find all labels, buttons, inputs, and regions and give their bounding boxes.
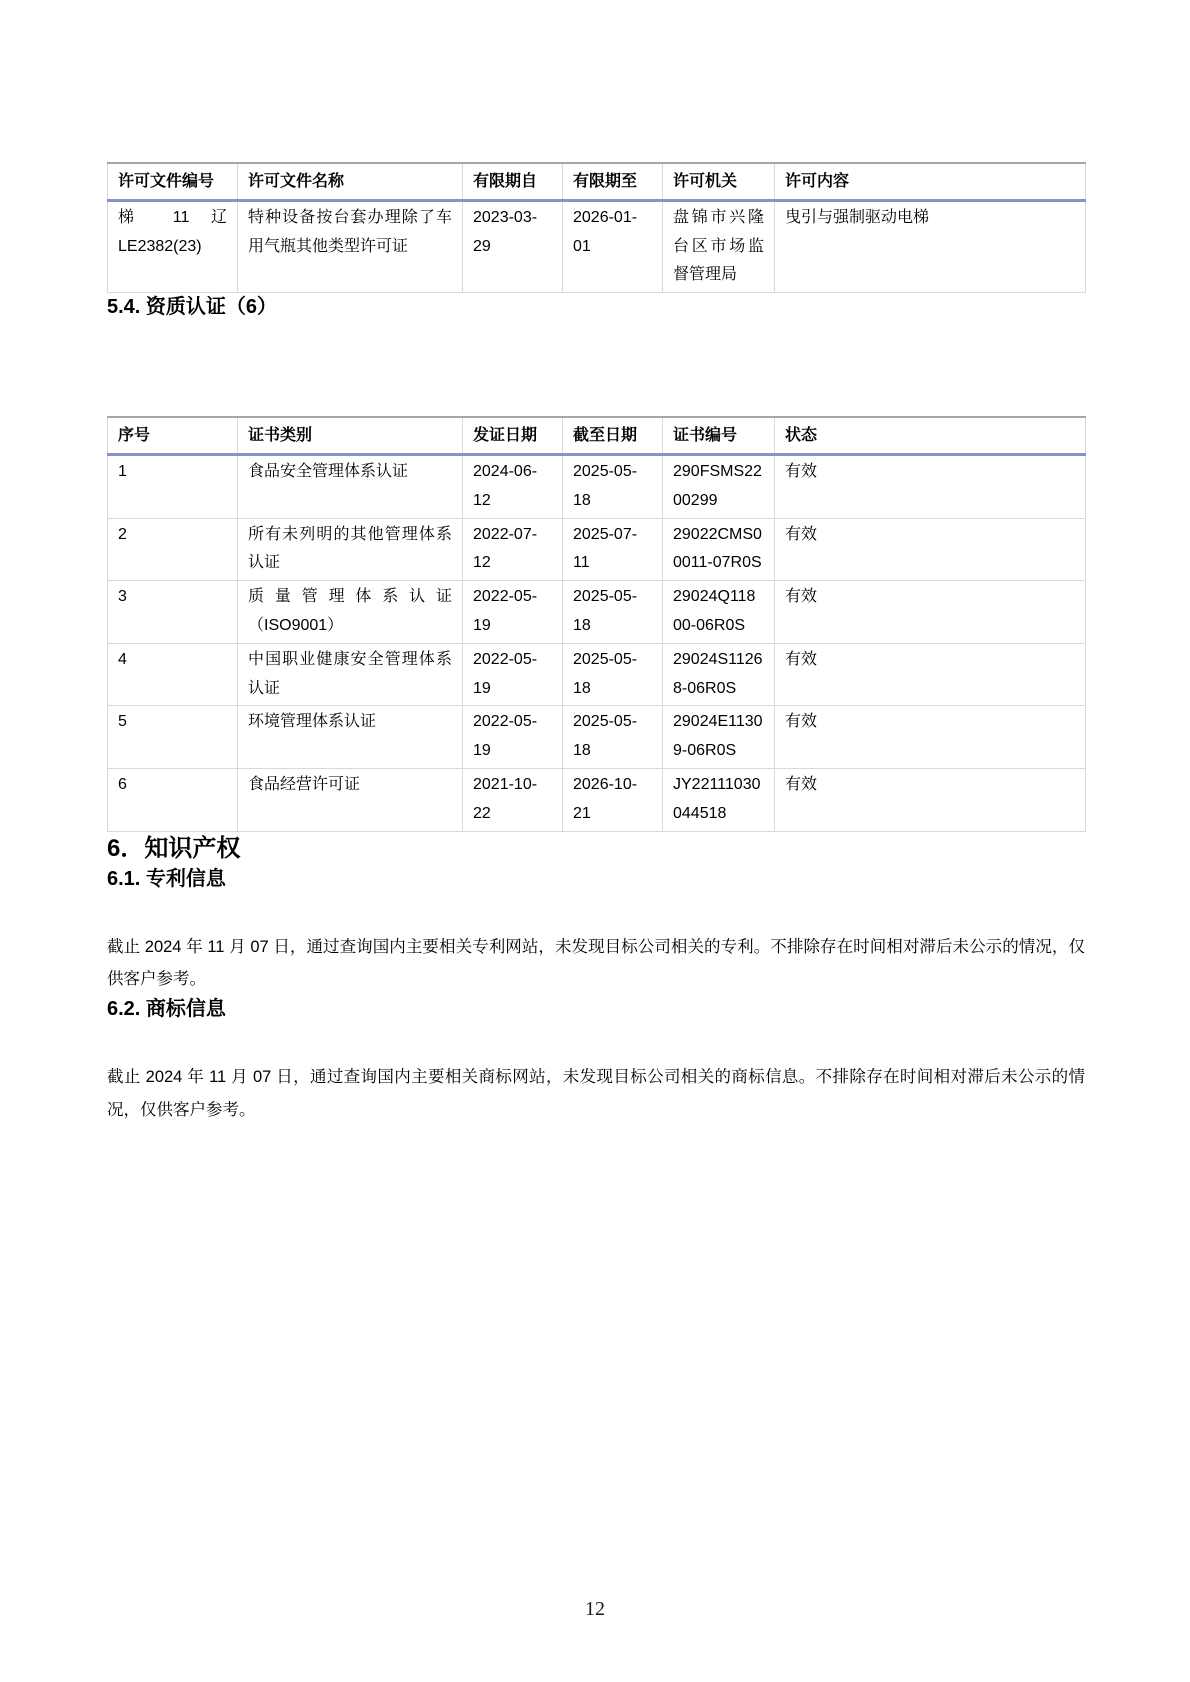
column-header: 有限期至: [563, 163, 663, 200]
table-cell: 2026-10-21: [563, 768, 663, 831]
table-cell: 曳引与强制驱动电梯: [775, 200, 1086, 292]
table-cell: 29024Q11800-06R0S: [663, 581, 775, 644]
table-row: [108, 706, 1086, 769]
table-cell: 3: [108, 581, 238, 644]
column-header: 截至日期: [563, 417, 663, 454]
table-cell: 2: [108, 518, 238, 581]
table-cell: 特种设备按台套办理除了车用气瓶其他类型许可证: [238, 200, 463, 292]
table-cell: 29022CMS00011-07R0S: [663, 518, 775, 581]
section-6-2-heading: 6.2. 商标信息: [107, 998, 226, 1021]
table-cell: 290FSMS2200299: [663, 454, 775, 518]
license-table: [107, 162, 1086, 293]
table-cell: 有效: [775, 643, 1086, 706]
column-header: 序号: [108, 417, 238, 454]
section-6-heading: 6．知识产权: [107, 834, 241, 862]
table-cell: 梯 11 辽 LE2382(23): [108, 200, 238, 292]
table-cell: 食品经营许可证: [238, 768, 463, 831]
table-cell: 2026-01-01: [563, 200, 663, 292]
section-6-1-heading: 6.1. 专利信息: [107, 868, 226, 891]
table-cell: 2025-07-11: [563, 518, 663, 581]
table-cell: 2021-10-22: [463, 768, 563, 831]
table-cell: 中国职业健康安全管理体系认证: [238, 643, 463, 706]
table-cell: 盘锦市兴隆台区市场监督管理局: [663, 200, 775, 292]
table-cell: 有效: [775, 768, 1086, 831]
column-header: 许可机关: [663, 163, 775, 200]
table-cell: 环境管理体系认证: [238, 706, 463, 769]
table-cell: 4: [108, 643, 238, 706]
certification-table-header-row: [108, 417, 1086, 454]
table-cell: 29024E11309-06R0S: [663, 706, 775, 769]
column-header: 证书编号: [663, 417, 775, 454]
table-cell: 2022-05-19: [463, 643, 563, 706]
trademark-info-paragraph: 截止 2024 年 11 月 07 日，通过查询国内主要相关商标网站，未发现目标公司相关的商标信息。不排除存在时间相对滞后未公示的情况，仅供客户参考。: [107, 1068, 1085, 1119]
table-cell: 有效: [775, 454, 1086, 518]
table-row: [108, 200, 1086, 292]
table-row: [108, 768, 1086, 831]
column-header: 许可文件编号: [108, 163, 238, 200]
table-cell: 2023-03-29: [463, 200, 563, 292]
table-cell: 质量管理体系认证（ISO9001）: [238, 581, 463, 644]
table-cell: 2022-05-19: [463, 706, 563, 769]
table-cell: 2025-05-18: [563, 643, 663, 706]
column-header: 许可内容: [775, 163, 1086, 200]
page-number: 12: [585, 1598, 605, 1620]
table-cell: 6: [108, 768, 238, 831]
table-cell: 有效: [775, 581, 1086, 644]
column-header: 状态: [775, 417, 1086, 454]
column-header: 发证日期: [463, 417, 563, 454]
table-cell: 2025-05-18: [563, 581, 663, 644]
certification-table: [107, 416, 1086, 831]
table-row: [108, 454, 1086, 518]
patent-info-paragraph: 截止 2024 年 11 月 07 日，通过查询国内主要相关专利网站，未发现目标公司相关的专利。不排除存在时间相对滞后未公示的情况，仅供客户参考。: [107, 938, 1085, 989]
table-cell: 食品安全管理体系认证: [238, 454, 463, 518]
table-cell: 2022-07-12: [463, 518, 563, 581]
table-cell: 29024S11268-06R0S: [663, 643, 775, 706]
column-header: 证书类别: [238, 417, 463, 454]
table-cell: 有效: [775, 518, 1086, 581]
table-cell: 1: [108, 454, 238, 518]
table-cell: 2025-05-18: [563, 706, 663, 769]
table-cell: 5: [108, 706, 238, 769]
table-cell: 所有未列明的其他管理体系认证: [238, 518, 463, 581]
column-header: 有限期自: [463, 163, 563, 200]
column-header: 许可文件名称: [238, 163, 463, 200]
section-5-4-heading: 5.4. 资质认证（6）: [107, 296, 278, 319]
table-row: [108, 518, 1086, 581]
table-cell: 2022-05-19: [463, 581, 563, 644]
table-row: [108, 581, 1086, 644]
table-cell: 2024-06-12: [463, 454, 563, 518]
table-cell: JY22111030044518: [663, 768, 775, 831]
table-cell: 2025-05-18: [563, 454, 663, 518]
table-row: [108, 643, 1086, 706]
table-cell: 有效: [775, 706, 1086, 769]
license-table-header-row: [108, 163, 1086, 200]
